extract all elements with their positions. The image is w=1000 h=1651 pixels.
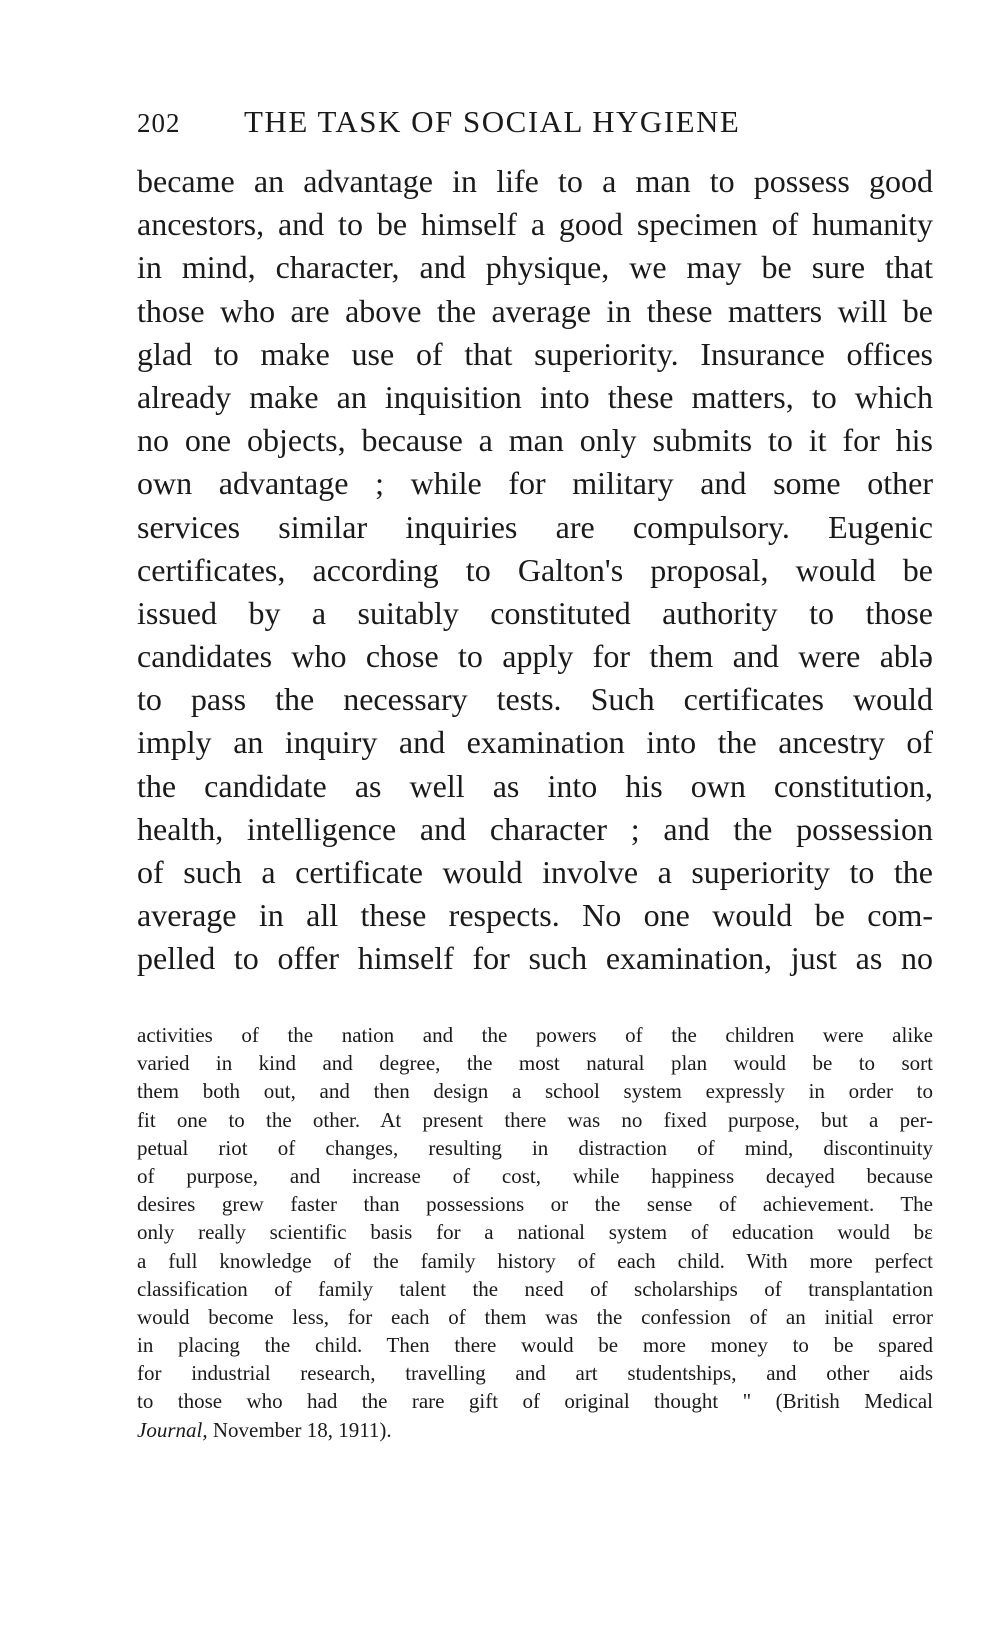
text-line: ancestors, and to be himself a good specimen of humanity	[137, 206, 933, 243]
footnote-line: only really scientific basis for a national system of education would bε	[137, 1220, 933, 1245]
text-line: of such a certificate would involve a superiority to the	[137, 854, 933, 890]
text-line: certificates, according to Galton's proposal, would be	[137, 551, 933, 588]
footnote-citation-line	[137, 1416, 933, 1444]
footnote-line: would become less, for each of them was the confession of an initial error	[137, 1304, 933, 1329]
text-line: those who are above the average in these matters will be	[137, 292, 933, 329]
footnote-line: varied in kind and degree, the most natural plan would be to sort	[137, 1051, 933, 1076]
text-line: already make an inquisition into these matters, to which	[137, 378, 933, 415]
footnote-line: them both out, and then design a school system expressly in order to	[137, 1079, 933, 1104]
footnote-line: a full knowledge of the family history of each child. With more perfect	[137, 1248, 933, 1273]
text-line: candidates who chose to apply for them and were ablə	[137, 638, 933, 675]
running-title: THE TASK OF SOCIAL HYGIENE	[244, 104, 741, 139]
footnote-line: activities of the nation and the powers of the children were alike	[137, 1023, 933, 1047]
text-line: in mind, character, and physique, we may be sure that	[137, 249, 933, 286]
text-line: to pass the necessary tests. Such certificates would	[137, 681, 933, 718]
text-line: no one objects, because a man only submits to it for his	[137, 422, 933, 459]
footnote-line: for industrial research, travelling and art studentships, and other aids	[137, 1361, 933, 1386]
citation-date: November 18, 1911).	[212, 1417, 392, 1442]
footnote-line: petual riot of changes, resulting in distraction of mind, discontinuity	[137, 1135, 933, 1160]
text-line: health, intelligence and character ; and the possession	[137, 810, 933, 847]
text-line: services similar inquiries are compulsory. Eugenic	[137, 508, 933, 545]
footnote-line: fit one to the other. At present there was no fixed purpose, but a per-	[137, 1107, 933, 1132]
footnote	[137, 1021, 933, 1444]
footnote-line: of purpose, and increase of cost, while happiness decayed because	[137, 1163, 933, 1188]
footnote-line: in placing the child. Then there would be more money to be spared	[137, 1333, 933, 1358]
footnote-line: desires grew faster than possessions or the sense of achievement. The	[137, 1192, 933, 1217]
footnote-line: classification of family talent the nεed of scholarships of transplantation	[137, 1276, 933, 1301]
text-line: the candidate as well as into his own constitution,	[137, 767, 933, 804]
text-line: average in all these respects. No one would be com-	[137, 897, 933, 934]
page-number: 202	[137, 108, 181, 138]
main-text	[137, 160, 933, 981]
text-line: glad to make use of that superiority. Insurance offices	[137, 335, 933, 372]
text-line: issued by a suitably constituted authority to those	[137, 594, 933, 631]
text-line: became an advantage in life to a man to possess good	[137, 163, 933, 199]
text-line: own advantage ; while for military and some other	[137, 465, 933, 502]
citation-journal-title: Journal,	[137, 1417, 208, 1442]
text-line: pelled to offer himself for such examination, just as no	[137, 940, 933, 977]
page-header	[137, 104, 937, 144]
text-line: imply an inquiry and examination into the ancestry of	[137, 724, 933, 761]
footnote-line: to those who had the rare gift of original thought " (British Medical	[137, 1389, 933, 1414]
